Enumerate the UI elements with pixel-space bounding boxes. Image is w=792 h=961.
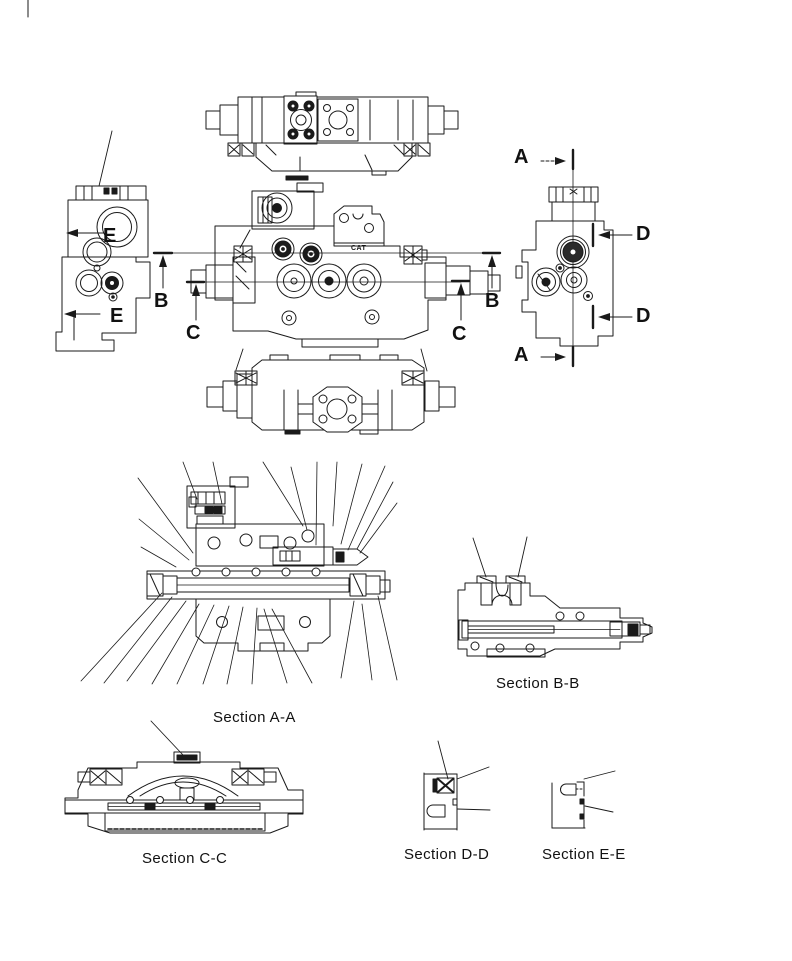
cut-label-b-right: B [485,290,500,312]
bottom-view [207,349,455,434]
cut-marks [154,150,632,366]
section-dd-caption: Section D-D [404,846,490,863]
section-aa-caption: Section A-A [213,709,296,726]
top-view [206,92,458,180]
section-cc-caption: Section C-C [142,850,228,867]
cut-label-d-bottom: D [636,305,651,327]
cut-label-c-right: C [452,323,467,345]
cut-label-e-bottom: E [110,305,124,327]
cut-label-c-left: C [186,322,201,344]
section-aa-view [81,462,397,684]
section-dd-view [424,741,490,830]
cut-label-a-top: A [514,146,529,168]
section-cc-view [65,721,303,833]
manufacturer-logo-text: CAT [351,245,367,252]
section-ee-caption: Section E-E [542,846,626,863]
section-bb-caption: Section B-B [496,675,580,692]
section-ee-view [552,771,615,828]
cut-label-d-top: D [636,223,651,245]
section-bb-view [458,537,652,657]
cut-label-b-left: B [154,290,169,312]
cut-label-e-top: E [103,225,117,247]
right-side-view [516,187,613,346]
cut-label-a-bottom: A [514,344,529,366]
